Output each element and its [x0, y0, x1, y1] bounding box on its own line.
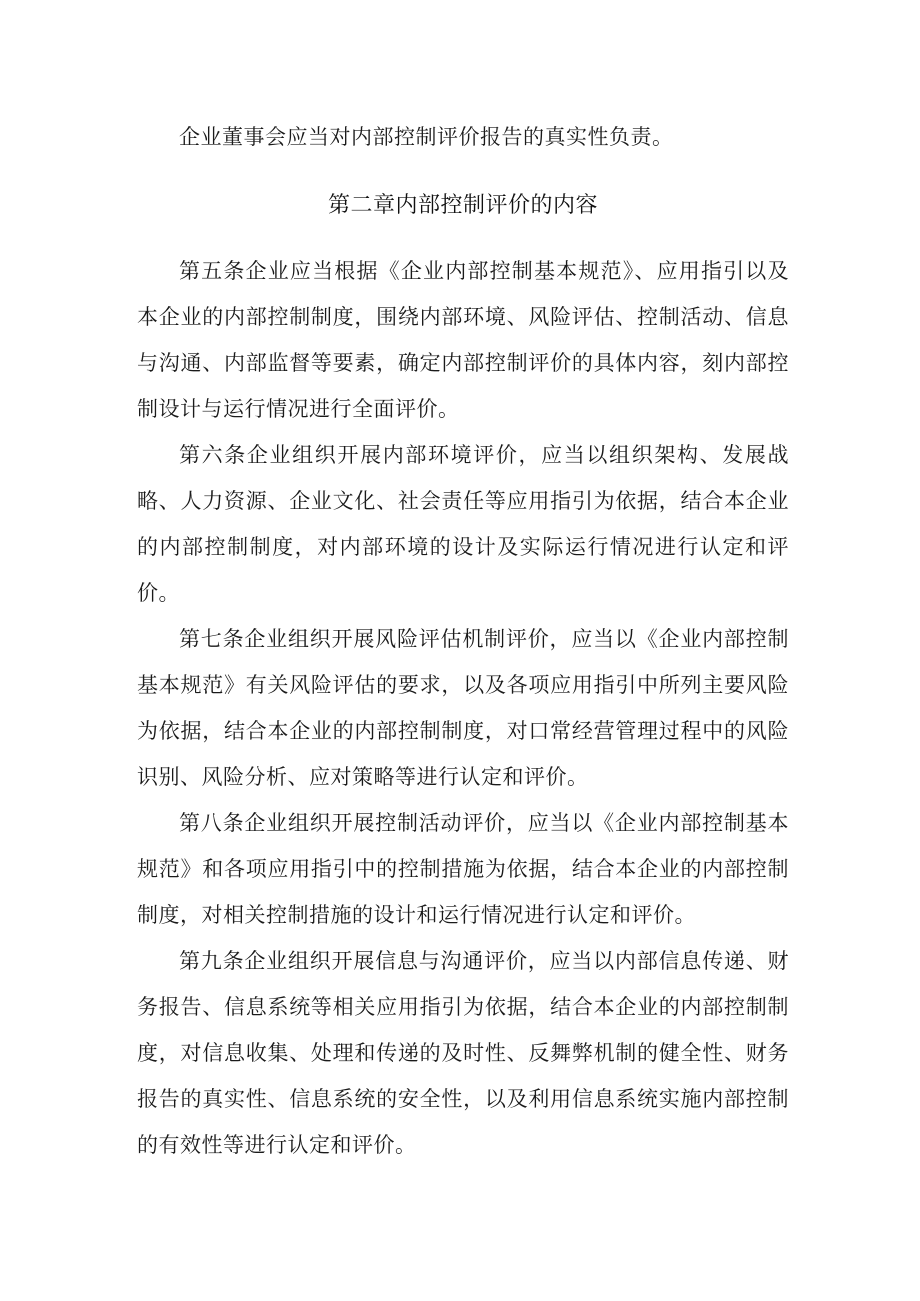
- article-6-paragraph: 第六条企业组织开展内部环境评价，应当以组织架构、发展战略、人力资源、企业文化、社会责任等应用指引为依据，结合本企业的内部控制制度，对内部环境的设计及实际运行情况进行认定和评价。: [137, 443, 789, 605]
- chapter-title: 第二章内部控制评价的内容: [327, 193, 598, 218]
- article-5-paragraph: 第五条企业应当根据《企业内部控制基本规范》、应用指引以及本企业的内部控制制度，围绕内部环境、风险评估、控制活动、信息与沟通、内部监督等要素，确定内部控制评价的具体内容，刻内部控制设计与运行情况进行全面评价。: [137, 259, 789, 421]
- article-7-paragraph: 第七条企业组织开展风险评估机制评价，应当以《企业内部控制基本规范》有关风险评估的要求，以及各项应用指引中所列主要风险为依据，结合本企业的内部控制制度，对口常经营管理过程中的风险识别、风险分析、应对策略等进行认定和评价。: [137, 627, 789, 789]
- article-8-paragraph: 第八条企业组织开展控制活动评价，应当以《企业内部控制基本规范》和各项应用指引中的控制措施为依据，结合本企业的内部控制制度，对相关控制措施的设计和运行情况进行认定和评价。: [137, 811, 789, 927]
- intro-paragraph: 企业董事会应当对内部控制评价报告的真实性负责。: [179, 125, 674, 149]
- document-body: [137, 114, 789, 1168]
- article-9-paragraph: 第九条企业组织开展信息与沟通评价，应当以内部信息传递、财务报告、信息系统等相关应用指引为依据，结合本企业的内部控制制度，对信息收集、处理和传递的及时性、反舞弊机制的健全性、财务报告的真实性、信息系统的安全性，以及利用信息系统实施内部控制的有效性等进行认定和评价。: [137, 949, 789, 1157]
